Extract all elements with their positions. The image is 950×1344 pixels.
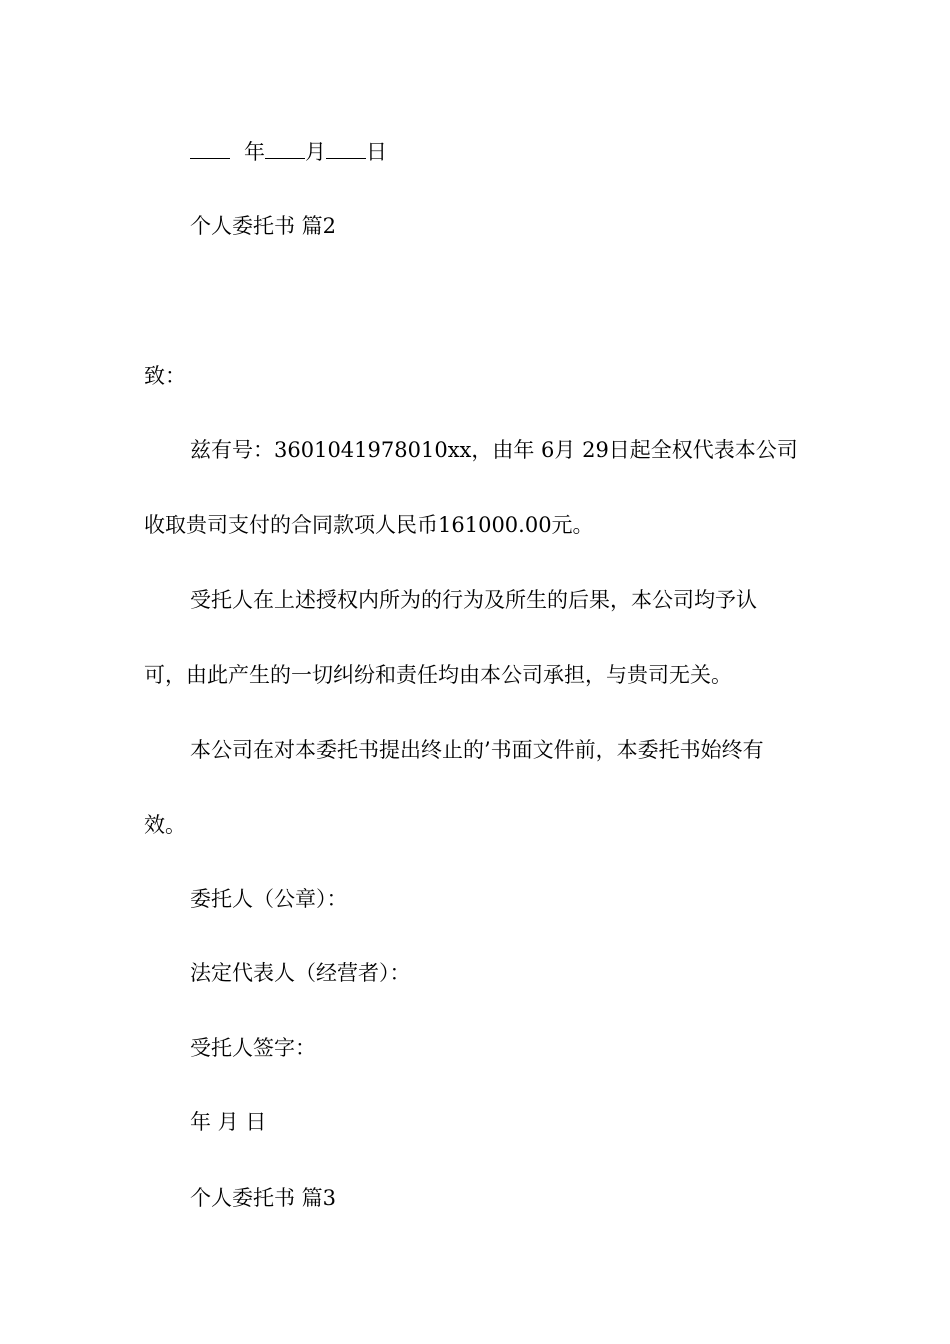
agent-signature-line: 受托人签字： bbox=[190, 1036, 316, 1060]
para1-line2: 收取贵司支付的合同款项人民币161000.00元。 bbox=[144, 513, 594, 537]
date-line: 年 月 日 bbox=[190, 1110, 267, 1134]
para1-line1: 兹有号：3601041978010xx，由年 6月 29日起全权代表本公司 bbox=[190, 438, 798, 462]
year-blank bbox=[190, 140, 230, 159]
section-heading-3: 个人委托书 篇3 bbox=[190, 1186, 337, 1210]
section-heading-2: 个人委托书 篇2 bbox=[190, 214, 337, 238]
principal-seal-line: 委托人（公章）： bbox=[190, 887, 348, 911]
para3-line1: 本公司在对本委托书提出终止的’书面文件前，本委托书始终有 bbox=[190, 738, 764, 762]
day-blank bbox=[326, 140, 366, 159]
para2-line2: 可，由此产生的一切纠纷和责任均由本公司承担，与贵司无关。 bbox=[144, 663, 732, 687]
para2-line1: 受托人在上述授权内所为的行为及所生的后果，本公司均予认 bbox=[190, 588, 757, 612]
legal-representative-line: 法定代表人（经营者）： bbox=[190, 961, 411, 985]
month-label: 月 bbox=[305, 140, 326, 164]
day-label: 日 bbox=[366, 140, 387, 164]
salutation: 致： bbox=[144, 364, 186, 388]
year-label: 年 bbox=[244, 140, 265, 164]
para3-line2: 效。 bbox=[144, 813, 186, 837]
month-blank bbox=[265, 140, 305, 159]
date-blank-line bbox=[190, 138, 387, 166]
